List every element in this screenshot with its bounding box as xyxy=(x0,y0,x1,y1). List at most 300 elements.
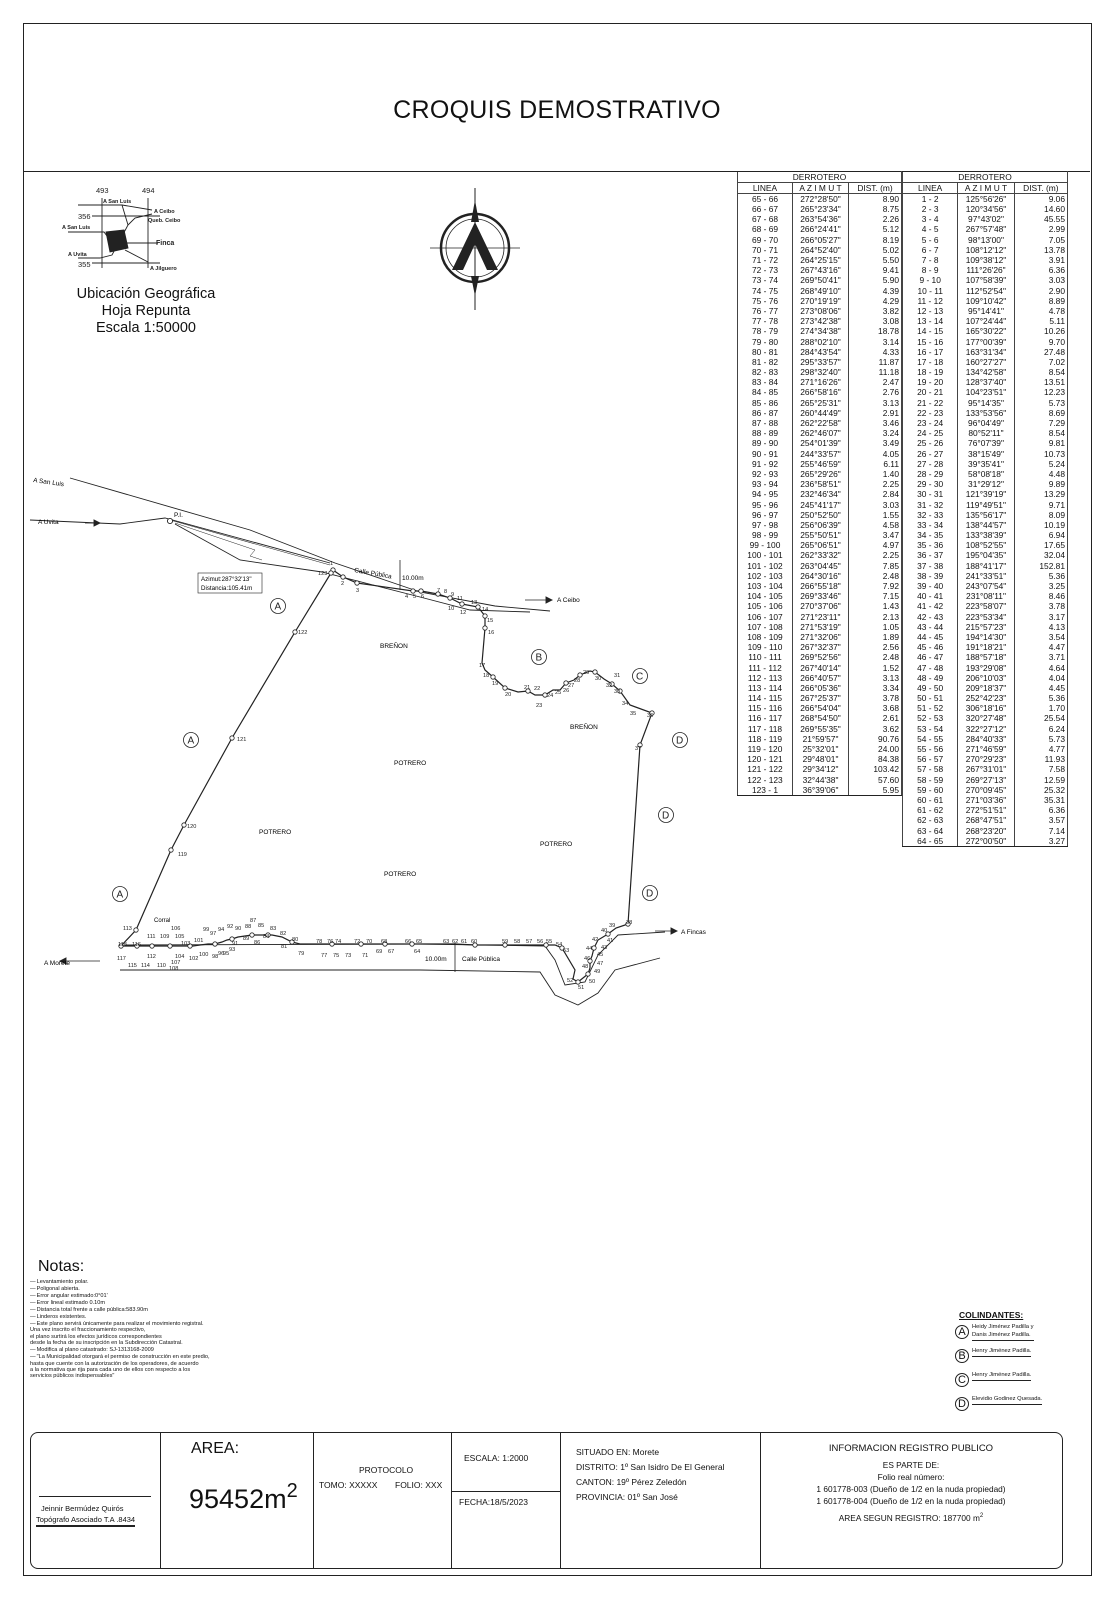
linea-cell: 117 - 118 xyxy=(738,724,793,734)
derrotero-row xyxy=(738,438,902,448)
svg-text:67: 67 xyxy=(388,949,395,955)
distance-cell: 3.49 xyxy=(849,438,902,448)
derrotero-row xyxy=(903,469,1068,479)
linea-cell: 12 - 13 xyxy=(903,306,958,316)
svg-text:58: 58 xyxy=(514,939,521,945)
derrotero-row xyxy=(738,387,902,397)
distance-cell: 11.18 xyxy=(849,367,902,377)
azimut-cell: 271°46'59" xyxy=(958,744,1014,754)
derrotero-row xyxy=(903,418,1068,428)
distance-cell: 90.76 xyxy=(849,734,902,744)
distance-cell: 5.12 xyxy=(849,224,902,234)
derrotero-row xyxy=(738,591,902,601)
linea-cell: 88 - 89 xyxy=(738,428,793,438)
distance-cell: 1.43 xyxy=(849,601,902,611)
colindante-name-line: Elevidio Godinez Quesada. xyxy=(972,1396,1043,1402)
linea-cell: 54 - 55 xyxy=(903,734,958,744)
road-label: Calle Pública xyxy=(353,567,393,581)
corral-label: Corral xyxy=(154,918,171,924)
distance-cell: 17.65 xyxy=(1014,540,1067,550)
svg-text:72: 72 xyxy=(354,939,361,945)
svg-text:63: 63 xyxy=(443,939,450,945)
azimut-cell: 270°19'19" xyxy=(793,296,849,306)
distance-cell: 2.47 xyxy=(849,377,902,387)
svg-text:55: 55 xyxy=(546,939,553,945)
distance-cell: 6.36 xyxy=(1014,805,1067,815)
road-label: A Ceibo xyxy=(557,597,580,604)
grid-label: 356 xyxy=(78,212,91,221)
linea-cell: 24 - 25 xyxy=(903,428,958,438)
distance-cell: 4.97 xyxy=(849,540,902,550)
derrotero-row xyxy=(738,744,902,754)
derrotero-row xyxy=(738,540,902,550)
derrotero-row xyxy=(738,581,902,591)
linea-cell: 34 - 35 xyxy=(903,530,958,540)
derrotero-row xyxy=(903,489,1068,499)
derrotero-row xyxy=(738,275,902,285)
linea-cell: 111 - 112 xyxy=(738,662,793,672)
distance-cell: 27.48 xyxy=(1014,347,1067,357)
linea-cell: 43 - 44 xyxy=(903,622,958,632)
azimut-cell: 255°46'59" xyxy=(793,459,849,469)
derrotero-row xyxy=(738,683,902,693)
derrotero-row xyxy=(903,530,1068,540)
svg-text:112: 112 xyxy=(147,954,156,960)
derrotero-row xyxy=(903,775,1068,785)
area-cell xyxy=(161,1433,314,1568)
distance-cell: 5.11 xyxy=(1014,316,1067,326)
derrotero-row xyxy=(738,561,902,571)
colindante-letter: D xyxy=(955,1397,969,1411)
linea-cell: 100 - 101 xyxy=(738,550,793,560)
azimut-cell: 268°49'10" xyxy=(793,286,849,296)
svg-text:50: 50 xyxy=(589,979,596,985)
derrotero-row xyxy=(903,398,1068,408)
linea-cell: 42 - 43 xyxy=(903,612,958,622)
linea-cell: 30 - 31 xyxy=(903,489,958,499)
derrotero-row xyxy=(903,265,1068,275)
azimut-cell: 263°04'45" xyxy=(793,561,849,571)
derrotero-row xyxy=(903,612,1068,622)
distance-cell: 2.61 xyxy=(849,713,902,723)
derrotero-row xyxy=(903,326,1068,336)
area-label: AREA: xyxy=(191,1440,240,1457)
distance-cell: 1.40 xyxy=(849,469,902,479)
linea-cell: 50 - 51 xyxy=(903,693,958,703)
linea-cell: 61 - 62 xyxy=(903,805,958,815)
distance-cell: 8.54 xyxy=(1014,367,1067,377)
distance-cell: 3.57 xyxy=(1014,815,1067,825)
linea-cell: 29 - 30 xyxy=(903,479,958,489)
distance-cell: 14.60 xyxy=(1014,204,1067,214)
colindante-name xyxy=(972,1395,1042,1405)
linea-cell: 15 - 16 xyxy=(903,336,958,346)
linea-cell: 94 - 95 xyxy=(738,489,793,499)
azimut-cell: 206°10'03" xyxy=(958,673,1014,683)
linea-cell: 59 - 60 xyxy=(903,785,958,795)
colindante-item xyxy=(953,1395,1071,1415)
svg-text:91: 91 xyxy=(232,941,239,947)
distance-cell: 103.42 xyxy=(849,764,902,774)
distance-cell: 2.99 xyxy=(1014,224,1067,234)
svg-text:64: 64 xyxy=(414,949,421,955)
distance-cell: 4.47 xyxy=(1014,642,1067,652)
distance-cell: 8.75 xyxy=(849,204,902,214)
linea-cell: 68 - 69 xyxy=(738,224,793,234)
derrotero-table-right xyxy=(902,171,1068,847)
map-label: A Uvita xyxy=(68,252,87,258)
svg-text:74: 74 xyxy=(335,939,342,945)
svg-text:96: 96 xyxy=(218,951,225,957)
azimut-cell: 215°57'23" xyxy=(958,622,1014,632)
derrotero-row xyxy=(738,662,902,672)
azimut-cell: 223°53'34" xyxy=(958,612,1014,622)
col-header: A Z I M U T xyxy=(793,183,849,194)
linea-cell: 86 - 87 xyxy=(738,408,793,418)
linea-cell: 122 - 123 xyxy=(738,775,793,785)
svg-text:115: 115 xyxy=(128,963,137,969)
registro-cell xyxy=(761,1433,1061,1568)
neighbor-letter: A xyxy=(274,601,282,613)
azimut-cell: 95°14'41" xyxy=(958,306,1014,316)
svg-text:46: 46 xyxy=(584,956,591,962)
note-item: — Este plano servirá únicamente para realizar el movimiento registral. Una vez inscrito el fraccionamiento respectivo, el plano surtirá los efectos jurídicos correspondientes desde la fecha de su inscripción en la Subdirección Catastral. xyxy=(30,1321,290,1347)
area-exponent: 2 xyxy=(286,1480,298,1502)
distance-cell: 2.25 xyxy=(849,479,902,489)
svg-text:107: 107 xyxy=(171,960,181,966)
linea-cell: 74 - 75 xyxy=(738,286,793,296)
distance-cell: 13.29 xyxy=(1014,489,1067,499)
svg-text:2: 2 xyxy=(341,581,345,587)
linea-cell: 38 - 39 xyxy=(903,571,958,581)
azimut-cell: 111°26'26" xyxy=(958,265,1014,275)
azimut-cell: 262°46'07" xyxy=(793,428,849,438)
svg-text:15: 15 xyxy=(487,618,494,624)
svg-text:101: 101 xyxy=(194,938,204,944)
derrotero-row xyxy=(903,347,1068,357)
linea-cell: 91 - 92 xyxy=(738,459,793,469)
distance-cell: 1.52 xyxy=(849,662,902,672)
svg-text:28: 28 xyxy=(574,678,581,684)
area-label: POTRERO xyxy=(259,829,292,836)
distance-cell: 3.78 xyxy=(849,693,902,703)
note-item: — "La Municipalidad otorgará el permiso de construcción en este predio, hasta que cuente con la autorización de los operadores, de acuerdo a la normativa que rija para cada uno de ellos con respecto a los servicios públicos indispensables" xyxy=(30,1354,290,1380)
map-label: Queb. Ceibo xyxy=(148,218,181,224)
grid-label: 493 xyxy=(96,186,109,195)
distance-cell: 3.68 xyxy=(849,703,902,713)
azimut-cell: 209°18'37" xyxy=(958,683,1014,693)
azimut-cell: 191°18'21" xyxy=(958,642,1014,652)
area-label: BREÑON xyxy=(380,643,408,650)
svg-text:8: 8 xyxy=(444,589,448,595)
svg-text:14: 14 xyxy=(482,607,489,613)
distance-cell: 32.04 xyxy=(1014,550,1067,560)
svg-text:10: 10 xyxy=(448,606,455,612)
derrotero-row xyxy=(903,367,1068,377)
distance-cell: 4.04 xyxy=(1014,673,1067,683)
derrotero-table-left xyxy=(737,171,902,796)
azimut-cell: 273°08'06" xyxy=(793,306,849,316)
linea-cell: 9 - 10 xyxy=(903,275,958,285)
derrotero-row xyxy=(738,479,902,489)
svg-text:41: 41 xyxy=(607,938,614,944)
distance-cell: 4.13 xyxy=(1014,622,1067,632)
linea-cell: 41 - 42 xyxy=(903,601,958,611)
azimut-cell: 267°40'14" xyxy=(793,662,849,672)
distance-cell: 7.92 xyxy=(849,581,902,591)
svg-text:16: 16 xyxy=(488,630,495,636)
distance-cell: 35.31 xyxy=(1014,795,1067,805)
pi-label: P.I. xyxy=(174,512,183,519)
canton-value: CANTON: 19º Pérez Zeledón xyxy=(576,1477,687,1487)
azimut-cell: 270°09'45" xyxy=(958,785,1014,795)
distance-cell: 6.94 xyxy=(1014,530,1067,540)
svg-text:68: 68 xyxy=(381,939,388,945)
linea-cell: 2 - 3 xyxy=(903,204,958,214)
linea-cell: 98 - 99 xyxy=(738,530,793,540)
linea-cell: 76 - 77 xyxy=(738,306,793,316)
linea-cell: 119 - 120 xyxy=(738,744,793,754)
note-item: — Linderos existentes. xyxy=(30,1314,290,1320)
derrotero-row xyxy=(903,754,1068,764)
linea-cell: 90 - 91 xyxy=(738,449,793,459)
distance-cell: 8.69 xyxy=(1014,408,1067,418)
svg-text:113: 113 xyxy=(123,926,132,932)
col-header: LINEA xyxy=(903,183,958,194)
linea-cell: 120 - 121 xyxy=(738,754,793,764)
derrotero-row xyxy=(738,520,902,530)
azimut-cell: 121°39'19" xyxy=(958,489,1014,499)
svg-text:117: 117 xyxy=(117,956,126,962)
linea-cell: 19 - 20 xyxy=(903,377,958,387)
location-caption-line: Escala 1:50000 xyxy=(96,320,196,336)
linea-cell: 113 - 114 xyxy=(738,683,793,693)
distance-cell: 3.13 xyxy=(849,673,902,683)
svg-text:33: 33 xyxy=(614,689,621,695)
derrotero-row xyxy=(738,724,902,734)
derrotero-row xyxy=(738,214,902,224)
svg-text:93: 93 xyxy=(229,947,236,953)
area-registro-text: AREA SEGUN REGISTRO: 187700 m xyxy=(838,1512,980,1523)
distance-cell: 84.38 xyxy=(849,754,902,764)
derrotero-row xyxy=(738,489,902,499)
map-label: A Ceibo xyxy=(154,209,175,215)
azimut-cell: 274°34'38" xyxy=(793,326,849,336)
derrotero-row xyxy=(903,428,1068,438)
azimut-cell: 245°41'17" xyxy=(793,499,849,509)
area-label: BREÑON xyxy=(570,724,598,731)
colindante-letter: B xyxy=(955,1349,969,1363)
linea-cell: 106 - 107 xyxy=(738,612,793,622)
linea-cell: 112 - 113 xyxy=(738,673,793,683)
distance-cell: 2.76 xyxy=(849,387,902,397)
derrotero-row xyxy=(903,561,1068,571)
derrotero-row xyxy=(903,296,1068,306)
linea-cell: 1 - 2 xyxy=(903,194,958,205)
linea-cell: 37 - 38 xyxy=(903,561,958,571)
derrotero-row xyxy=(903,408,1068,418)
derrotero-row xyxy=(738,316,902,326)
derrotero-row xyxy=(903,306,1068,316)
azimut-cell: 244°33'57" xyxy=(793,449,849,459)
derrotero-row xyxy=(738,265,902,275)
neighbor-letter: A xyxy=(187,735,195,747)
distance-cell: 8.46 xyxy=(1014,591,1067,601)
linea-cell: 109 - 110 xyxy=(738,642,793,652)
derrotero-row xyxy=(903,499,1068,509)
colindante-name-line: Henry Jiménez Padilla. xyxy=(972,1372,1032,1378)
derrotero-row xyxy=(903,622,1068,632)
distance-cell: 9.89 xyxy=(1014,479,1067,489)
distance-cell: 1.89 xyxy=(849,632,902,642)
notes-title: Notas: xyxy=(38,1258,85,1275)
protocolo-cell xyxy=(314,1433,452,1568)
location-caption-line: Ubicación Geográfica xyxy=(76,286,216,302)
svg-text:19: 19 xyxy=(492,681,499,687)
svg-text:35: 35 xyxy=(630,711,637,717)
derrotero-row xyxy=(738,693,902,703)
derrotero-row xyxy=(903,734,1068,744)
azimut-cell: 135°56'17" xyxy=(958,510,1014,520)
azimut-cell: 177°00'39" xyxy=(958,336,1014,346)
colindantes-title: COLINDANTES: xyxy=(959,1310,1024,1320)
azimut-cell: 269°55'35" xyxy=(793,724,849,734)
colindante-name xyxy=(972,1371,1031,1381)
distance-cell: 45.55 xyxy=(1014,214,1067,224)
svg-text:22: 22 xyxy=(534,686,541,692)
azimut-cell: 266°24'41" xyxy=(793,224,849,234)
derrotero-row xyxy=(738,347,902,357)
colindante-item xyxy=(953,1371,1071,1391)
azimut-text: Azimut:287°32'13" xyxy=(201,576,252,583)
azimut-cell: 108°12'12" xyxy=(958,245,1014,255)
derrotero-row xyxy=(738,703,902,713)
svg-text:38: 38 xyxy=(626,920,633,926)
derrotero-row xyxy=(738,612,902,622)
svg-text:32: 32 xyxy=(606,683,613,689)
distance-cell: 8.89 xyxy=(1014,296,1067,306)
linea-cell: 104 - 105 xyxy=(738,591,793,601)
derrotero-row xyxy=(903,255,1068,265)
linea-cell: 75 - 76 xyxy=(738,296,793,306)
derrotero-row xyxy=(738,734,902,744)
linea-cell: 72 - 73 xyxy=(738,265,793,275)
derrotero-row xyxy=(738,408,902,418)
derrotero-row xyxy=(903,336,1068,346)
derrotero-row xyxy=(738,336,902,346)
distance-cell: 3.25 xyxy=(1014,581,1067,591)
azimut-cell: 269°52'56" xyxy=(793,652,849,662)
svg-text:78: 78 xyxy=(316,939,323,945)
azimut-cell: 263°54'36" xyxy=(793,214,849,224)
azimut-cell: 223°58'07" xyxy=(958,601,1014,611)
svg-text:26: 26 xyxy=(563,688,570,694)
svg-text:60: 60 xyxy=(471,939,478,945)
road-width-label: 10.00m xyxy=(402,575,424,582)
derrotero-row xyxy=(903,550,1068,560)
distance-cell: 4.48 xyxy=(1014,469,1067,479)
svg-text:29: 29 xyxy=(583,670,590,676)
svg-text:100: 100 xyxy=(199,952,209,958)
svg-text:122: 122 xyxy=(298,630,308,636)
linea-cell: 47 - 48 xyxy=(903,662,958,672)
derrotero-row xyxy=(738,754,902,764)
svg-text:27: 27 xyxy=(568,683,575,689)
registro-title: INFORMACION REGISTRO PUBLICO xyxy=(828,1443,994,1454)
derrotero-row xyxy=(903,235,1068,245)
svg-text:21: 21 xyxy=(524,685,531,691)
azimut-cell: 267°57'48" xyxy=(958,224,1014,234)
linea-cell: 96 - 97 xyxy=(738,510,793,520)
derrotero-row xyxy=(903,724,1068,734)
distance-cell: 3.17 xyxy=(1014,612,1067,622)
svg-text:24: 24 xyxy=(547,693,554,699)
linea-cell: 23 - 24 xyxy=(903,418,958,428)
road-label: A San Luis xyxy=(32,477,65,489)
azimut-cell: 243°07'54" xyxy=(958,581,1014,591)
azimut-cell: 193°29'08" xyxy=(958,662,1014,672)
linea-cell: 22 - 23 xyxy=(903,408,958,418)
derrotero-row xyxy=(903,387,1068,397)
derrotero-row xyxy=(738,785,902,796)
linea-cell: 78 - 79 xyxy=(738,326,793,336)
azimut-cell: 128°37'40" xyxy=(958,377,1014,387)
derrotero-row xyxy=(903,316,1068,326)
location-caption xyxy=(46,286,246,337)
svg-text:4: 4 xyxy=(405,594,409,600)
distance-cell: 2.90 xyxy=(1014,286,1067,296)
distance-cell: 10.73 xyxy=(1014,449,1067,459)
north-arrow-icon xyxy=(430,188,520,310)
distance-cell: 2.84 xyxy=(849,489,902,499)
azimut-cell: 109°10'42" xyxy=(958,296,1014,306)
distance-cell: 4.05 xyxy=(849,449,902,459)
location-cell xyxy=(561,1433,761,1568)
distance-cell: 25.54 xyxy=(1014,713,1067,723)
linea-cell: 105 - 106 xyxy=(738,601,793,611)
derrotero-row xyxy=(738,377,902,387)
azimut-cell: 108°52'55" xyxy=(958,540,1014,550)
azimut-cell: 31°29'12" xyxy=(958,479,1014,489)
azimut-cell: 138°44'57" xyxy=(958,520,1014,530)
linea-cell: 64 - 65 xyxy=(903,836,958,847)
colindante-item xyxy=(953,1323,1071,1343)
azimut-cell: 96°04'49" xyxy=(958,418,1014,428)
distance-cell: 3.03 xyxy=(1014,275,1067,285)
distance-cell: 5.73 xyxy=(1014,734,1067,744)
azimut-cell: 119°49'51" xyxy=(958,499,1014,509)
svg-text:20: 20 xyxy=(505,692,512,698)
neighbor-letter: A xyxy=(116,889,124,901)
surveyor-title: Topógrafo Asociado T.A .8434 xyxy=(36,1514,135,1527)
folio-real-label: Folio real número: xyxy=(877,1472,945,1482)
distance-cell: 3.08 xyxy=(849,316,902,326)
azimut-cell: 269°50'41" xyxy=(793,275,849,285)
svg-text:43: 43 xyxy=(601,945,608,951)
azimut-cell: 232°46'34" xyxy=(793,489,849,499)
derrotero-row xyxy=(903,286,1068,296)
linea-cell: 73 - 74 xyxy=(738,275,793,285)
svg-text:98: 98 xyxy=(212,954,219,960)
derrotero-row xyxy=(903,673,1068,683)
azimut-cell: 29°48'01" xyxy=(793,754,849,764)
svg-text:3: 3 xyxy=(356,588,360,594)
svg-text:52: 52 xyxy=(567,978,574,984)
linea-cell: 103 - 104 xyxy=(738,581,793,591)
notes-section xyxy=(30,1258,290,1380)
azimut-cell: 95°14'35" xyxy=(958,398,1014,408)
azimut-cell: 120°34'56" xyxy=(958,204,1014,214)
